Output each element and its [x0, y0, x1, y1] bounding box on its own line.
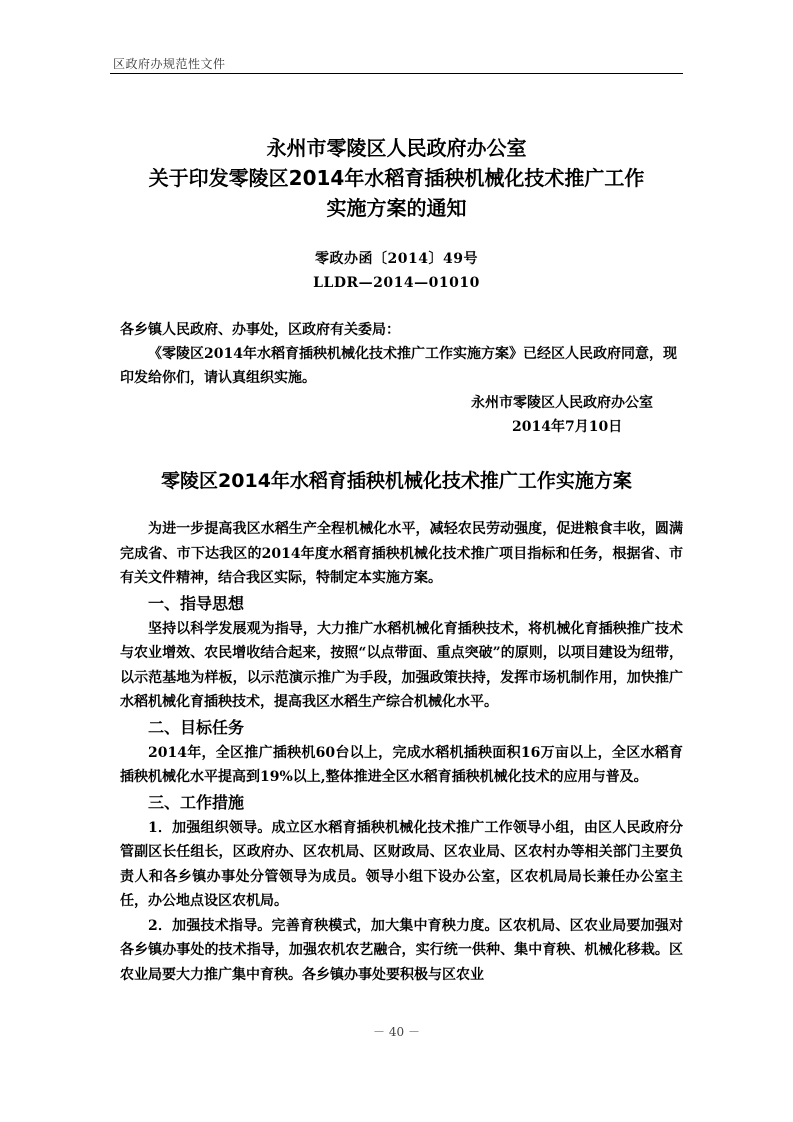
- notice-signature: 永州市零陵区人民政府办公室: [471, 395, 653, 411]
- plan-title: 零陵区2014年水稻育插秧机械化技术推广工作实施方案: [161, 470, 632, 492]
- header-divider: [110, 73, 683, 74]
- plan-body: [120, 517, 683, 987]
- section-text-targets: 2014年，全区推广插秧机60台以上，完成水稻机插秧面积16万亩以上，全区水稻育插秧机械化水平提高到19%以上,整体推进全区水稻育插秧机械化技术的应用与普及。: [120, 744, 683, 785]
- title-line-3: 实施方案的通知: [326, 196, 467, 220]
- document-title: [110, 133, 683, 223]
- section-heading-measures: 三、工作措施: [148, 792, 245, 812]
- running-header: 区政府办规范性文件: [113, 57, 226, 71]
- page-number: － 40 －: [373, 1025, 420, 1039]
- plan-intro: 为进一步提高我区水稻生产全程机械化水平，减轻农民劳动强度，促进粮食丰收，圆满完成省、市下达我区的2014年度水稻育插秧机械化技术推广项目指标和任务，根据省、市有关文件精神，结合我区实际，特制定本实施方案。: [120, 521, 683, 586]
- notice-date: 2014年7月10日: [512, 419, 623, 435]
- notice-body: [120, 318, 683, 390]
- notice-addressee: 各乡镇人民政府、办事处，区政府有关委局：: [120, 322, 400, 338]
- measure-item-2: 2．加强技术指导。完善育秧模式，加大集中育秧力度。区农机局、区农业局要加强对各乡镇办事处的技术指导，加强农机农艺融合，实行统一供种、集中育秧、机械化移栽。区农业局要大力推广集中育秧。各乡镇办事处要积极与区农业: [120, 917, 683, 983]
- section-heading-guiding: 一、指导思想: [148, 593, 245, 613]
- measure-item-1: 1．加强组织领导。成立区水稻育插秧机械化技术推广工作领导小组，由区人民政府分管副区长任组长，区政府办、区农机局、区财政局、区农业局、区农村办等相关部门主要负责人和各乡镇办事处分管领导为成员。领导小组下设办公室，区农机局局长兼任办公室主任，办公地点设区农机局。: [120, 819, 683, 909]
- document-number: 零政办函〔2014〕49号: [315, 251, 478, 267]
- section-heading-targets: 二、目标任务: [148, 717, 245, 737]
- section-text-guiding: 坚持以科学发展观为指导，大力推广水稻机械化育插秧技术，将机械化育插秧推广技术与农业增效、农民增收结合起来，按照“以点带面、重点突破”的原则，以项目建设为纽带，以示范基地为样板，以示范演示推广为手段，加强政策扶持，发挥市场机制作用，加快推广水稻机械化育插秧技术，提高我区水稻生产综合机械化水平。: [120, 620, 683, 710]
- title-line-2: 关于印发零陵区2014年水稻育插秧机械化技术推广工作: [148, 166, 645, 190]
- title-line-1: 永州市零陵区人民政府办公室: [266, 136, 527, 160]
- document-code: LLDR—2014—01010: [313, 275, 480, 291]
- notice-text: 《零陵区2014年水稻育插秧机械化技术推广工作实施方案》已经区人民政府同意，现印发给你们，请认真组织实施。: [120, 346, 677, 386]
